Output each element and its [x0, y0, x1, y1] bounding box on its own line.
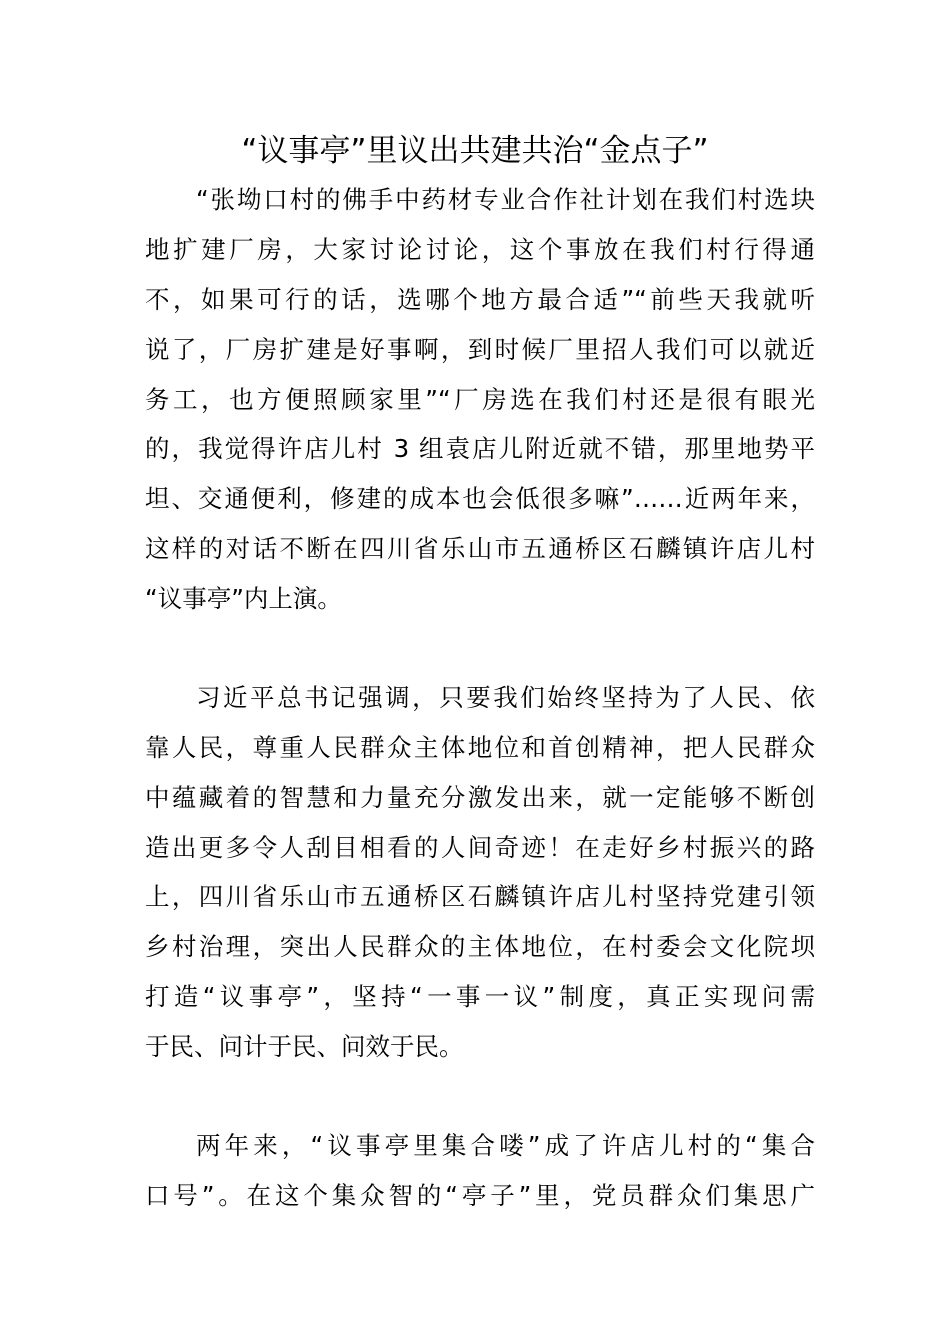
paragraph-1-line-7: 坦、交通便利，修建的成本也会低很多嘛”……近两年来， [145, 484, 815, 513]
paragraph-2-line-3: 中蕴藏着的智慧和力量充分激发出来，就一定能够不断创 [145, 783, 815, 812]
paragraph-2-line-4: 造出更多令人刮目相看的人间奇迹！在走好乡村振兴的路 [145, 833, 815, 862]
paragraph-2-line-2: 靠人民，尊重人民群众主体地位和首创精神，把人民群众 [145, 733, 815, 762]
paragraph-2-line-5: 上，四川省乐山市五通桥区石麟镇许店儿村坚持党建引领 [145, 882, 815, 911]
paragraph-1-line-4: 说了，厂房扩建是好事啊，到时候厂里招人我们可以就近 [145, 335, 815, 364]
document-title: “议事亭”里议出共建共治“金点子” [241, 133, 709, 169]
paragraph-2-line-7: 打造“议事亭”，坚持“一事一议”制度，真正实现问需 [145, 982, 815, 1011]
paragraph-1-line-1: “张坳口村的佛手中药材专业合作社计划在我们村选块 [196, 185, 815, 214]
paragraph-2-line-8: 于民、问计于民、问效于民。 [145, 1032, 464, 1061]
paragraph-1-line-8: 这样的对话不断在四川省乐山市五通桥区石麟镇许店儿村 [145, 534, 815, 563]
paragraph-1-line-2: 地扩建厂房，大家讨论讨论，这个事放在我们村行得通 [145, 235, 815, 264]
paragraph-1-line-6: 的，我觉得许店儿村 3 组袁店儿附近就不错，那里地势平 [145, 434, 815, 463]
paragraph-2-line-6: 乡村治理，突出人民群众的主体地位，在村委会文化院坝 [145, 932, 815, 961]
paragraph-3-line-2: 口号”。在这个集众智的“亭子”里，党员群众们集思广 [145, 1181, 815, 1210]
paragraph-3-line-1: 两年来，“议事亭里集合喽”成了许店儿村的“集合 [196, 1131, 815, 1160]
paragraph-2-line-1: 习近平总书记强调，只要我们始终坚持为了人民、依 [196, 683, 815, 712]
paragraph-1-line-9: “议事亭”内上演。 [145, 584, 342, 613]
paragraph-1-line-5: 务工，也方便照顾家里”“厂房选在我们村还是很有眼光 [145, 385, 815, 414]
paragraph-1-line-3: 不，如果可行的话，选哪个地方最合适”“前些天我就听 [145, 285, 815, 314]
